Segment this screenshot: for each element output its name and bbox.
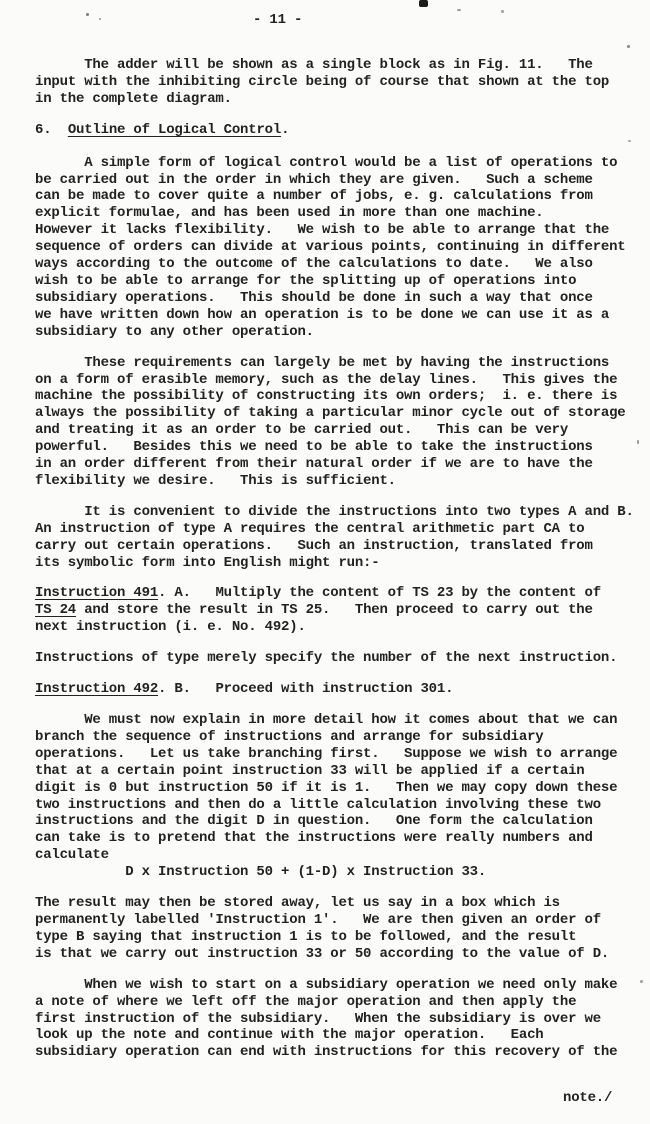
text-line: powerful. Besides this we need to be able to take the instructions [35,439,593,456]
text-line: first instruction of the subsidiary. When the subsidiary is over we [35,1010,601,1027]
paragraph-erasible-memory [35,355,643,490]
instruction-491-definition [35,585,643,636]
text-line: The result may then be stored away, let us say in a box which is [35,895,560,912]
text-line: and treating it as an order to be carried out. This can be very [35,422,569,439]
text-line: next instruction (i. e. No. 492). [35,619,306,636]
text-line: a note of where we left off the major operation and then apply the [35,993,577,1010]
text-line: However it lacks flexibility. We wish to be able to arrange that the [35,222,610,239]
scan-artifact [501,10,504,13]
text-line: be carried out in the order in which they are given. Such a scheme [35,171,593,188]
text-line: carry out certain operations. Such an instruction, translated from [35,537,593,554]
text-line: subsidiary to any other operation. [35,323,314,340]
text-line: its symbolic form into English might run:- [35,554,380,571]
text-line: subsidiary operation can end with instructions for this recovery of the [35,1044,618,1061]
text-line: We must now explain in more detail how it comes about that we can [35,712,618,728]
text-line: 6. Outline of Logical Control. [35,121,290,138]
document-body [35,57,643,1075]
text-line: It is convenient to divide the instructions into two types A and B. [35,503,634,520]
text-line: When we wish to start on a subsidiary operation we need only make [35,976,618,993]
scan-artifact [99,18,101,20]
text-line: explicit formulae, and has been used in more than one machine. [35,205,544,222]
text-line: A simple form of logical control would be a list of operations to [35,154,618,171]
text-line: can be made to cover quite a number of jobs, e. g. calculations from [35,188,593,205]
text-line: ways according to the outcome of the calculations to date. We also [35,256,593,273]
text-line: we have written down how an operation is to be done we can use it as a [35,306,610,323]
text-line: D x Instruction 50 + (1-D) x Instruction 33. [35,864,487,881]
paragraph-instruction-box [35,895,643,963]
text-line: wish to be able to arrange for the splitting up of operations into [35,272,577,289]
text-line: on a form of erasible memory, such as the delay lines. This gives the [35,371,618,388]
text-line: The adder will be shown as a single block as in Fig. 11. The [35,57,593,73]
page-number: - 11 - [253,12,303,28]
text-line: TS 24 and store the result in TS 25. Then proceed to carry out the [35,602,593,619]
text-line: in an order different from their natural order if we are to have the [35,456,593,473]
text-line: instructions and the digit D in question. One form the calculation [35,813,593,830]
text-line: is that we carry out instruction 33 or 50 according to the value of D. [35,945,610,962]
text-line: in the complete diagram. [35,90,232,107]
text-line: always the possibility of taking a particular minor cycle out of storage [35,405,626,422]
text-line: two instructions and then do a little calculation involving these two [35,796,601,813]
text-line: branch the sequence of instructions and arrange for subsidiary [35,728,544,745]
paragraph-logical-control [35,155,643,341]
text-line: calculate [35,847,109,864]
text-line: can take is to pretend that the instructions were really numbers and [35,830,593,847]
type-b-note [35,650,643,667]
text-line: look up the note and continue with the major operation. Each [35,1027,544,1044]
paragraph-subsidiary-operations [35,977,643,1062]
instruction-492-definition [35,681,643,698]
text-line: Instructions of type merely specify the number of the next instruction. [35,650,618,667]
paragraph-branching [35,712,643,881]
scan-artifact [457,9,461,11]
text-line: flexibility we desire. This is sufficient. [35,472,396,489]
scan-artifact [627,45,630,48]
text-line: type B saying that instruction 1 is to be followed, and the result [35,928,577,945]
scan-artifact [419,0,428,7]
text-line: sequence of orders can divide at various points, continuing in different [35,239,626,256]
text-line: permanently labelled 'Instruction 1'. We are then given an order of [35,911,601,928]
text-line: machine the possibility of constructing its own orders; i. e. there is [35,388,618,405]
continuation-note: note./ [563,1090,613,1106]
text-line: that at a certain point instruction 33 will be applied if a certain [35,762,585,779]
scan-artifact [86,13,89,16]
text-line: These requirements can largely be met by having the instructions [35,354,610,371]
text-line: Instruction 491. A. Multiply the content of TS 23 by the content of [35,585,601,602]
text-line: operations. Let us take branching first. Suppose we wish to arrange [35,745,618,762]
text-line: An instruction of type A requires the central arithmetic part CA to [35,520,585,537]
text-line: digit is 0 but instruction 50 if it is 1. Then we may copy down these [35,779,618,796]
text-line: subsidiary operations. This should be done in such a way that once [35,289,593,306]
intro-paragraph [35,57,643,108]
paragraph-instruction-types [35,504,643,572]
text-line: input with the inhibiting circle being of course that shown at the top [35,73,610,90]
section-heading [35,122,643,139]
text-line: Instruction 492. B. Proceed with instruction 301. [35,681,454,698]
